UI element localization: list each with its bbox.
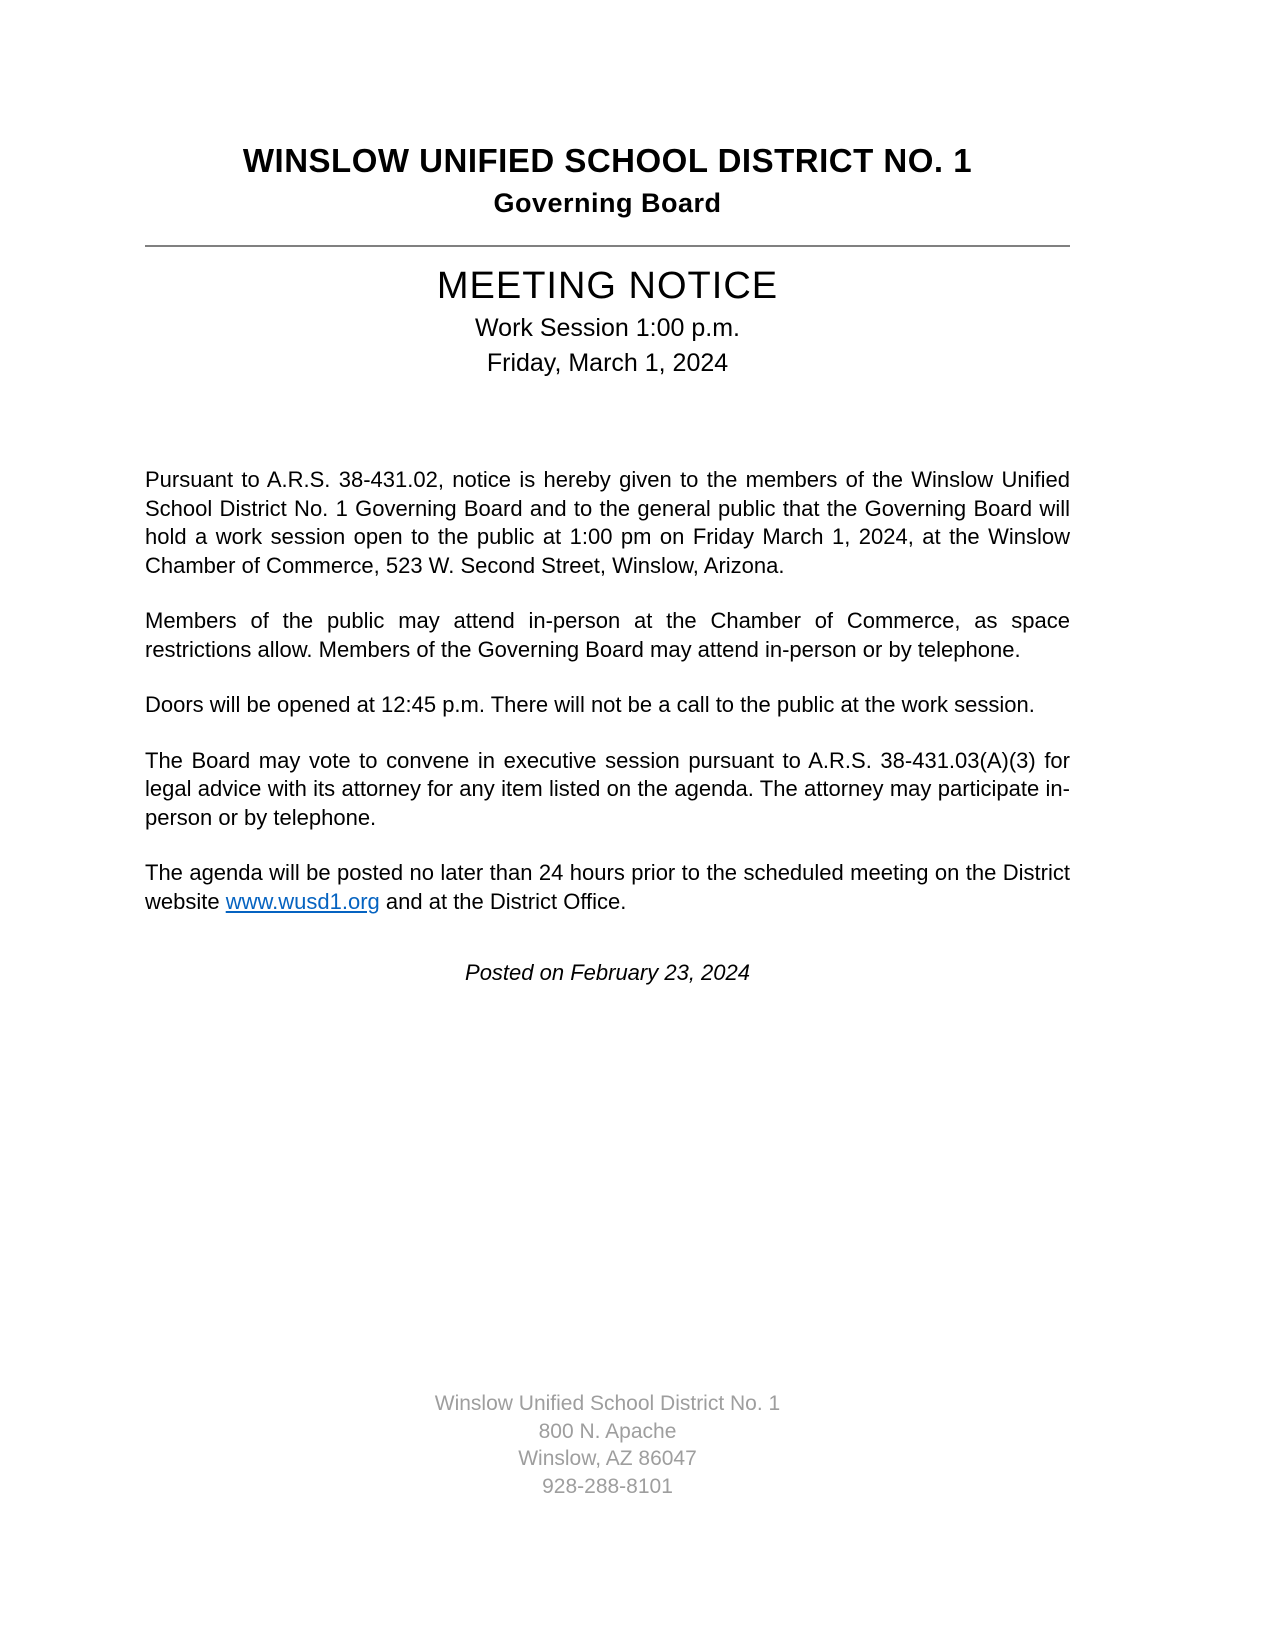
paragraph-pursuant-notice: Pursuant to A.R.S. 38-431.02, notice is hereby given to the members of the Winslow Unified School District No. 1 Governing Board and to the general public that the Governing Board will hold a work session open to the public at 1:00 pm on Friday March 1, 2024, at the Winslow Chamber of Commerce, 523 W. Second Street, Winslow, Arizona. <box>145 467 1070 578</box>
horizontal-divider <box>145 245 1070 247</box>
paragraph-public-attendance: Members of the public may attend in-person at the Chamber of Commerce, as space restrictions allow. Members of the Governing Board may attend in-person or by telephone. <box>145 608 1070 662</box>
paragraph-doors-open: Doors will be opened at 12:45 p.m. There will not be a call to the public at the work session. <box>145 692 1035 717</box>
footer-street-address: 800 N. Apache <box>538 1419 677 1443</box>
agenda-text-before-link: The agenda will be posted no later than 24 hours prior to the scheduled meeting on the District website <box>145 860 1070 914</box>
notice-body <box>145 466 1070 916</box>
meeting-date-line: Friday, March 1, 2024 <box>486 349 729 377</box>
agenda-text-after-link: and at the District Office. <box>379 888 627 914</box>
paragraph-agenda-posting <box>145 859 1070 916</box>
meeting-notice-heading: MEETING NOTICE <box>436 265 779 307</box>
posted-date-line: Posted on February 23, 2024 <box>465 960 750 985</box>
district-title: WINSLOW UNIFIED SCHOOL DISTRICT NO. 1 <box>242 142 973 179</box>
work-session-line: Work Session 1:00 p.m. <box>475 314 740 342</box>
paragraph-executive-session: The Board may vote to convene in executive session pursuant to A.R.S. 38-431.03(A)(3) for legal advice with its attorney for any item listed on the agenda. The attorney may participate in-person or by telephone. <box>145 747 1070 830</box>
footer-city-state-zip: Winslow, AZ 86047 <box>518 1447 697 1470</box>
governing-board-subtitle: Governing Board <box>493 188 722 218</box>
footer-address-block <box>145 1390 1070 1500</box>
district-website-link[interactable]: www.wusd1.org <box>225 888 380 914</box>
footer-district-name: Winslow Unified School District No. 1 <box>434 1392 781 1415</box>
footer-phone-number: 928-288-8101 <box>542 1474 673 1498</box>
